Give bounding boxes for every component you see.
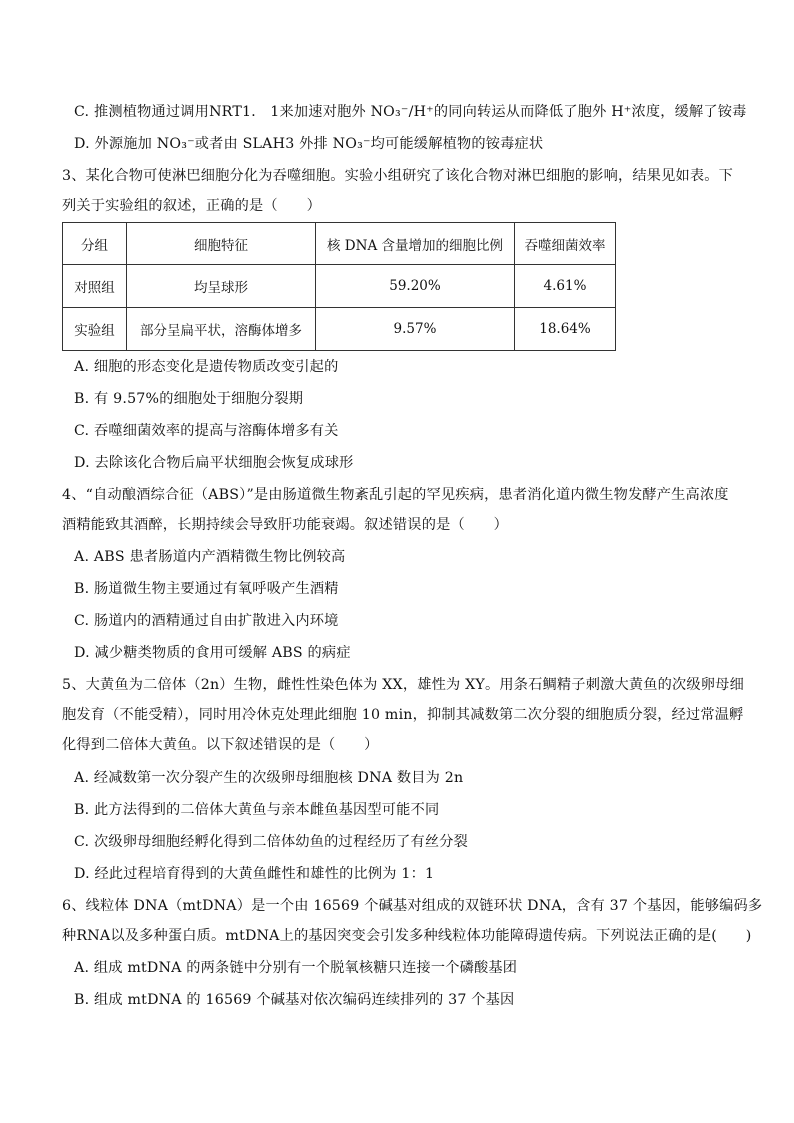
- results-table: [62, 222, 616, 351]
- q5-option-d: D. 经此过程培育得到的大黄鱼雌性和雄性的比例为 1：1: [74, 866, 435, 882]
- table-row: [63, 265, 616, 308]
- option-d-line: D. 外源施加 NO₃⁻或者由 SLAH3 外排 NO₃⁻均可能缓解植物的铵毒症状: [74, 136, 544, 152]
- q3-option-c: C. 吞噬细菌效率的提高与溶酶体增多有关: [74, 423, 339, 439]
- table-cell: 部分呈扁平状，溶酶体增多: [127, 308, 316, 351]
- question-3-line-1: 3、某化合物可使淋巴细胞分化为吞噬细胞。实验小组研究了该化合物对淋巴细胞的影响，结果见如表。下: [62, 168, 734, 184]
- q5-option-c: C. 次级卵母细胞经孵化得到二倍体幼鱼的过程经历了有丝分裂: [74, 834, 469, 850]
- table-header-cell: 分组: [63, 223, 127, 265]
- table-cell: 对照组: [63, 265, 127, 308]
- q4-option-a: A. ABS 患者肠道内产酒精微生物比例较高: [74, 549, 346, 565]
- q6-option-b: B. 组成 mtDNA 的 16569 个碱基对依次编码连续排列的 37 个基因: [74, 992, 515, 1008]
- option-c-line: C. 推测植物通过调用NRT1． 1来加速对胞外 NO₃⁻/H⁺的同向转运从而降低了胞外 H⁺浓度，缓解了铵毒: [74, 104, 747, 120]
- question-5-line-3: 化得到二倍体大黄鱼。以下叙述错误的是（ ）: [62, 737, 379, 753]
- table-cell: 18.64%: [515, 308, 616, 351]
- q3-option-b: B. 有 9.57%的细胞处于细胞分裂期: [74, 391, 304, 407]
- q3-option-a: A. 细胞的形态变化是遗传物质改变引起的: [74, 359, 339, 375]
- question-5-line-1: 5、大黄鱼为二倍体（2n）生物，雌性性染色体为 XX，雄性为 XY。用条石鲷精子刺激大黄鱼的次级卵母细: [62, 677, 744, 693]
- question-6-line-2: 种RNA以及多种蛋白质。mtDNA上的基因突变会引发多种线粒体功能障碍遗传病。下列说法正确的是( ): [62, 928, 752, 944]
- question-5-line-2: 胞发育（不能受精），同时用冷休克处理此细胞 10 min，抑制其减数第二次分裂的细胞质分裂，经过常温孵: [62, 707, 744, 723]
- question-3-line-2: 列关于实验组的叙述，正确的是（ ）: [62, 198, 321, 214]
- question-6-line-1: 6、线粒体 DNA（mtDNA）是一个由 16569 个碱基对组成的双链环状 DNA，含有 37 个基因，能够编码多: [62, 898, 763, 914]
- table-header-cell: 吞噬细菌效率: [515, 223, 616, 265]
- table-header-cell: 细胞特征: [127, 223, 316, 265]
- table-cell: 9.57%: [316, 308, 515, 351]
- table-cell: 59.20%: [316, 265, 515, 308]
- table-cell: 实验组: [63, 308, 127, 351]
- table-cell: 4.61%: [515, 265, 616, 308]
- q6-option-a: A. 组成 mtDNA 的两条链中分别有一个脱氧核糖只连接一个磷酸基团: [74, 960, 518, 976]
- q5-option-b: B. 此方法得到的二倍体大黄鱼与亲本雌鱼基因型可能不同: [74, 802, 440, 818]
- table-row: [63, 308, 616, 351]
- question-4-line-2: 酒精能致其酒醉，长期持续会导致肝功能衰竭。叙述错误的是（ ）: [62, 517, 509, 533]
- q4-option-c: C. 肠道内的酒精通过自由扩散进入内环境: [74, 613, 339, 629]
- q4-option-b: B. 肠道微生物主要通过有氧呼吸产生酒精: [74, 581, 339, 597]
- q4-option-d: D. 减少糖类物质的食用可缓解 ABS 的病症: [74, 645, 351, 661]
- q3-option-d: D. 去除该化合物后扁平状细胞会恢复成球形: [74, 455, 354, 471]
- table-cell: 均呈球形: [127, 265, 316, 308]
- q5-option-a: A. 经减数第一次分裂产生的次级卵母细胞核 DNA 数目为 2n: [74, 770, 464, 786]
- table-header-row: [63, 223, 616, 265]
- table-header-cell: 核 DNA 含量增加的细胞比例: [316, 223, 515, 265]
- question-4-line-1: 4、“自动酿酒综合征（ABS）”是由肠道微生物紊乱引起的罕见疾病，患者消化道内微生物发酵产生高浓度: [62, 487, 729, 503]
